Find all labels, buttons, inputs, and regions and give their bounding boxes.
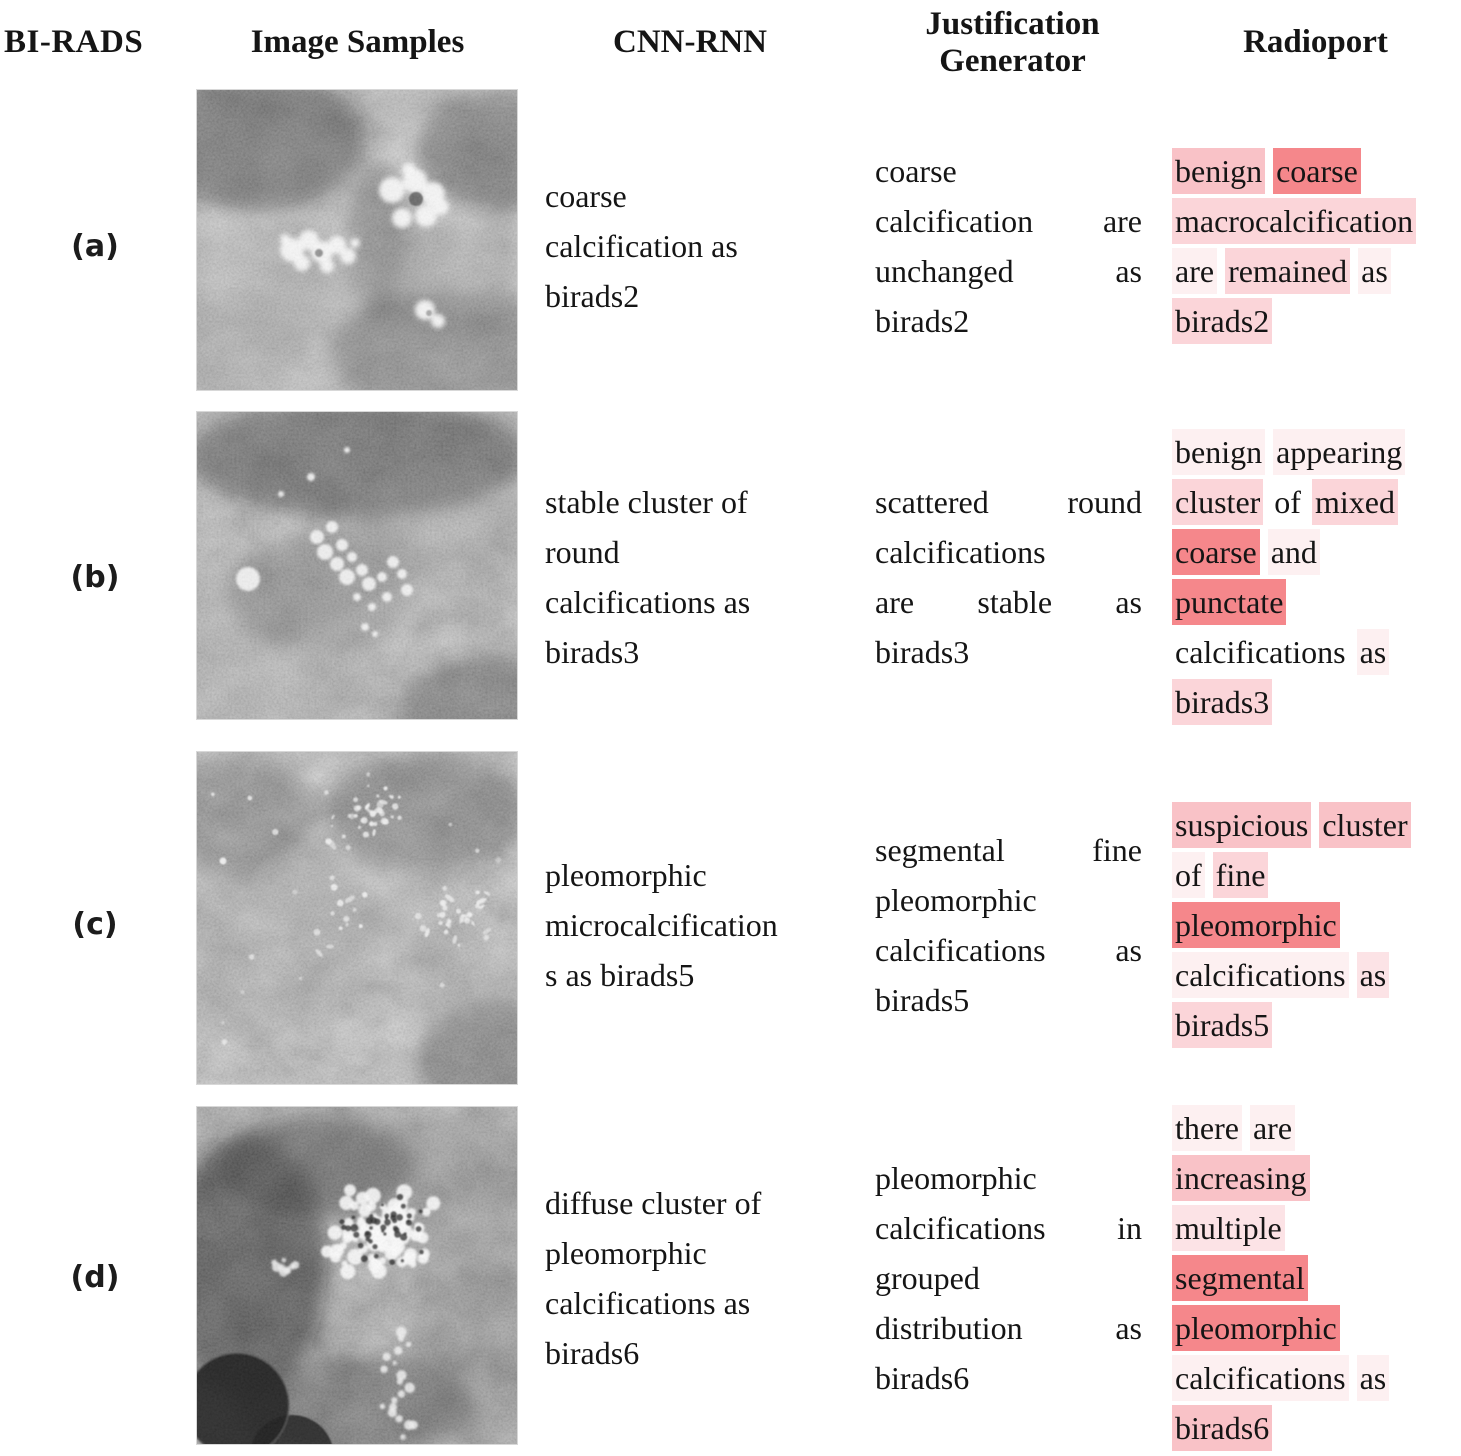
radioport-word: are xyxy=(1250,1105,1295,1151)
radioport-word: as xyxy=(1357,1355,1390,1401)
highlighted-text-line xyxy=(1172,950,1457,1000)
cnn-rnn-text xyxy=(525,1102,855,1453)
text-line: birads3 xyxy=(875,634,970,670)
column-header-cnn-rnn: CNN-RNN xyxy=(613,24,767,60)
radioport-word: punctate xyxy=(1172,579,1286,625)
highlighted-text-line xyxy=(1172,427,1457,477)
text-line: coarse xyxy=(545,178,627,214)
image-sample-cell xyxy=(190,1102,525,1453)
text-line: scattered round xyxy=(875,484,1142,520)
text-line: are stable as xyxy=(875,584,1142,620)
radioport-word: as xyxy=(1358,248,1391,294)
mammogram-pleomorphic-microcalcifications xyxy=(196,751,518,1085)
text-line: calcifications as xyxy=(875,931,1142,968)
radioport-word: benign xyxy=(1172,429,1265,475)
radioport-text xyxy=(1170,407,1461,747)
image-sample-cell xyxy=(190,407,525,747)
radioport-word: cluster xyxy=(1319,802,1410,848)
table-row xyxy=(0,747,1461,1102)
radioport-word: remained xyxy=(1225,248,1350,294)
highlighted-text-line xyxy=(1172,477,1457,527)
radioport-word: of xyxy=(1274,484,1301,520)
table-body xyxy=(0,85,1461,1453)
text-line: pleomorphic xyxy=(875,1159,1037,1196)
radioport-word: calcifications xyxy=(1175,634,1346,670)
text-line: unchanged as xyxy=(875,253,1142,289)
radioport-word: pleomorphic xyxy=(1172,1305,1340,1351)
text-line: pleomorphic xyxy=(545,856,707,893)
text-line: pleomorphic xyxy=(875,881,1037,918)
text-line: s as birads5 xyxy=(545,956,695,993)
highlighted-text-line xyxy=(1172,850,1457,900)
image-sample-cell xyxy=(190,85,525,407)
text-line: calcifications as xyxy=(545,584,751,620)
row-label: (a) xyxy=(71,228,119,264)
radioport-text xyxy=(1170,1102,1461,1453)
text-line: stable cluster of xyxy=(545,484,748,520)
text-line: birads3 xyxy=(545,634,640,670)
mammogram-coarse-calcification xyxy=(196,89,518,391)
text-line: calcifications xyxy=(875,534,1046,570)
column-header-image-samples: Image Samples xyxy=(250,24,465,60)
cnn-rnn-text xyxy=(525,407,855,747)
text-line: birads6 xyxy=(545,1334,640,1371)
column-header-birads: BI-RADS xyxy=(4,24,144,60)
radioport-word: birads6 xyxy=(1172,1405,1272,1451)
radioport-word: birads5 xyxy=(1172,1002,1272,1048)
column-header-justification-generator: Justification Generator xyxy=(925,5,1100,79)
cnn-rnn-text xyxy=(525,85,855,407)
highlighted-text-line xyxy=(1172,1153,1457,1203)
table-row xyxy=(0,85,1461,407)
radioport-word: benign xyxy=(1172,148,1265,194)
justification-generator-text xyxy=(855,85,1170,407)
radioport-word: coarse xyxy=(1172,529,1260,575)
highlighted-text-line xyxy=(1172,246,1457,296)
text-line: calcification as xyxy=(545,228,738,264)
highlighted-text-line xyxy=(1172,196,1457,246)
radioport-word: fine xyxy=(1213,852,1269,898)
text-line: birads2 xyxy=(875,303,970,339)
text-line: birads6 xyxy=(875,1359,970,1396)
highlighted-text-line xyxy=(1172,1253,1457,1303)
highlighted-text-line xyxy=(1172,527,1457,577)
highlighted-text-line xyxy=(1172,146,1457,196)
radioport-word: calcifications xyxy=(1172,952,1349,998)
text-line: grouped xyxy=(875,1259,980,1296)
text-line: segmental fine xyxy=(875,831,1142,868)
radioport-word: birads2 xyxy=(1172,298,1272,344)
radioport-word: cluster xyxy=(1172,479,1263,525)
row-label-cell xyxy=(0,85,190,407)
radioport-word: birads3 xyxy=(1172,679,1272,725)
column-header-radioport: Radioport xyxy=(1243,24,1388,60)
table-header xyxy=(0,0,1461,85)
text-line: distribution as xyxy=(875,1309,1142,1346)
highlighted-text-line xyxy=(1172,1000,1457,1050)
radioport-word: coarse xyxy=(1273,148,1361,194)
text-line: coarse xyxy=(875,153,957,189)
highlighted-text-line xyxy=(1172,800,1457,850)
highlighted-text-line xyxy=(1172,627,1457,677)
text-line: pleomorphic xyxy=(545,1234,707,1271)
radioport-word: multiple xyxy=(1172,1205,1285,1251)
table-row xyxy=(0,407,1461,747)
radioport-text xyxy=(1170,85,1461,407)
row-label: (d) xyxy=(70,1260,120,1295)
radioport-word: pleomorphic xyxy=(1172,902,1340,948)
text-line: round xyxy=(545,534,620,570)
row-label-cell xyxy=(0,407,190,747)
justification-generator-text xyxy=(855,407,1170,747)
row-label: (c) xyxy=(72,907,118,942)
radioport-text xyxy=(1170,747,1461,1102)
highlighted-text-line xyxy=(1172,296,1457,346)
radioport-word: suspicious xyxy=(1172,802,1311,848)
text-line: calcification are xyxy=(875,203,1142,239)
mammogram-segmental-pleomorphic-calcifications xyxy=(196,1106,518,1445)
cnn-rnn-text xyxy=(525,747,855,1102)
highlighted-text-line xyxy=(1172,677,1457,727)
table-row xyxy=(0,1102,1461,1453)
highlighted-text-line xyxy=(1172,1403,1457,1453)
radioport-word: calcifications xyxy=(1172,1355,1349,1401)
radioport-word: increasing xyxy=(1172,1155,1310,1201)
radioport-word: of xyxy=(1172,852,1205,898)
highlighted-text-line xyxy=(1172,900,1457,950)
row-label-cell xyxy=(0,747,190,1102)
radioport-word: appearing xyxy=(1273,429,1405,475)
radioport-word: and xyxy=(1268,529,1320,575)
text-line: microcalcification xyxy=(545,906,778,943)
image-sample-cell xyxy=(190,747,525,1102)
radioport-word: as xyxy=(1357,629,1390,675)
justification-generator-text xyxy=(855,747,1170,1102)
highlighted-text-line xyxy=(1172,1353,1457,1403)
mammogram-round-calcifications xyxy=(196,411,518,720)
radioport-word: mixed xyxy=(1312,479,1398,525)
highlighted-text-line xyxy=(1172,1303,1457,1353)
text-line: birads5 xyxy=(875,981,970,1018)
row-label-cell xyxy=(0,1102,190,1453)
radioport-word: macrocalcification xyxy=(1172,198,1416,244)
radioport-word: segmental xyxy=(1172,1255,1308,1301)
text-line: birads2 xyxy=(545,278,640,314)
highlighted-text-line xyxy=(1172,1203,1457,1253)
radioport-word: as xyxy=(1357,952,1390,998)
text-line: calcifications in xyxy=(875,1209,1142,1246)
highlighted-text-line xyxy=(1172,1103,1457,1153)
text-line: calcifications as xyxy=(545,1284,751,1321)
radioport-word: are xyxy=(1172,248,1217,294)
text-line: diffuse cluster of xyxy=(545,1184,762,1221)
justification-generator-text xyxy=(855,1102,1170,1453)
radioport-word: there xyxy=(1172,1105,1242,1151)
row-label: (b) xyxy=(70,559,120,595)
highlighted-text-line xyxy=(1172,577,1457,627)
